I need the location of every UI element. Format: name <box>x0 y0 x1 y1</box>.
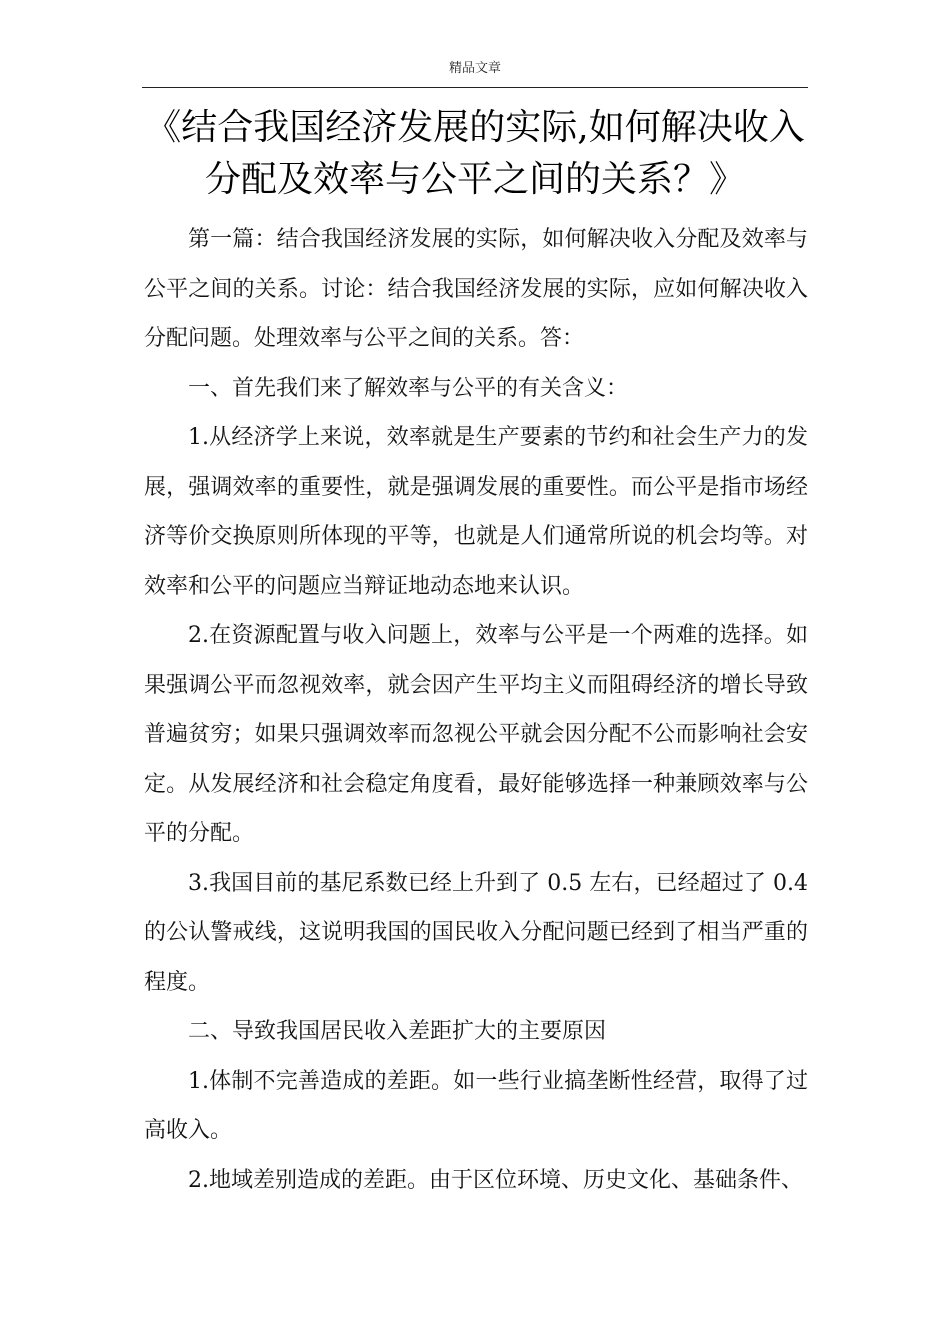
paragraph-intro: 第一篇：结合我国经济发展的实际，如何解决收入分配及效率与公平之间的关系。讨论：结合我国经济发展的实际，应如何解决收入分配问题。处理效率与公平之间的关系。答： <box>144 227 808 351</box>
paragraph-1-2: 2.在资源配置与收入问题上，效率与公平是一个两难的选择。如果强调公平而忽视效率，就会因产生平均主义而阻碍经济的增长导致普遍贫穷；如果只强调效率而忽视公平就会因分配不公而影响社会安定。从发展经济和社会稳定角度看，最好能够选择一种兼顾效率与公平的分配。 <box>144 623 808 846</box>
paragraph-2-1: 1.体制不完善造成的差距。如一些行业搞垄断性经营，取得了过高收入。 <box>144 1068 808 1143</box>
page-header-label: 精品文章 <box>448 61 501 76</box>
header-divider <box>142 87 808 88</box>
paragraph-1-1: 1.从经济学上来说，效率就是生产要素的节约和社会生产力的发展，强调效率的重要性，就是强调发展的重要性。而公平是指市场经济等价交换原则所体现的平等，也就是人们通常所说的机会均等。对效率和公平的问题应当辩证地动态地来认识。 <box>144 425 808 599</box>
document-body <box>144 215 808 1205</box>
section-heading-1: 一、首先我们来了解效率与公平的有关含义： <box>188 375 629 401</box>
title-line-1: 《结合我国经济发展的实际,如何解决收入 <box>145 107 805 148</box>
document-title <box>142 102 808 206</box>
paragraph-2-2: 2.地域差别造成的差距。由于区位环境、历史文化、基础条件、 <box>188 1167 803 1193</box>
title-line-2: 分配及效率与公平之间的关系？》 <box>204 159 745 200</box>
paragraph-1-3: 3.我国目前的基尼系数已经上升到了 0.5 左右，已经超过了 0.4 的公认警戒线，这说明我国的国民收入分配问题已经到了相当严重的程度。 <box>144 870 808 995</box>
section-heading-2: 二、导致我国居民收入差距扩大的主要原因 <box>188 1019 607 1044</box>
